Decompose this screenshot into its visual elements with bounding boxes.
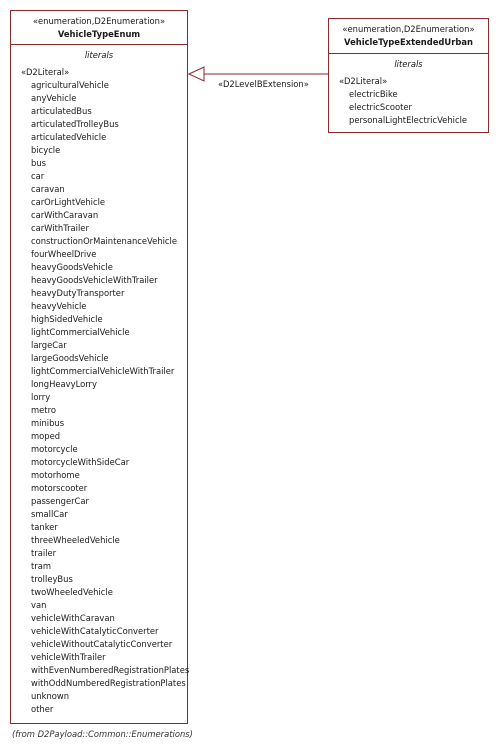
enum-literal: agriculturalVehicle (31, 80, 109, 90)
enum-literal: vehicleWithoutCatalyticConverter (31, 639, 173, 649)
enum-literal: threeWheeledVehicle (31, 535, 120, 545)
vehicle-type-enum-class[interactable] (10, 10, 188, 724)
enum-literal: heavyGoodsVehicle (31, 262, 113, 272)
enum-literal: car (31, 171, 45, 181)
enum-literal: fourWheelDrive (31, 249, 97, 259)
generalization-arrowhead (189, 67, 204, 81)
enum-literal: minibus (31, 418, 65, 428)
literals-section-title: literals (394, 59, 423, 69)
enum-literal: metro (31, 405, 56, 415)
class-stereotype: «enumeration,D2Enumeration» (342, 24, 475, 34)
class-stereotype: «enumeration,D2Enumeration» (32, 16, 166, 26)
enum-literal: motorhome (31, 470, 80, 480)
class-divider (329, 53, 488, 54)
enum-literal: trolleyBus (31, 574, 73, 584)
enum-literal: van (31, 600, 47, 610)
enum-literal: caravan (31, 184, 65, 194)
enum-literal: bus (31, 158, 46, 168)
enum-literal: articulatedTrolleyBus (31, 119, 119, 129)
enum-literal: heavyDutyTransporter (31, 288, 125, 298)
enum-literal: moped (31, 431, 61, 441)
enum-literal: constructionOrMaintenanceVehicle (31, 236, 178, 246)
enum-literal: personalLightElectricVehicle (349, 115, 468, 125)
literal-stereotype: «D2Literal» (21, 67, 70, 77)
enum-literal: electricScooter (349, 102, 412, 112)
enum-literal: motorcycle (31, 444, 78, 454)
enum-literal: vehicleWithCaravan (31, 613, 115, 623)
association-label: «D2LevelBExtension» (218, 79, 309, 89)
enum-literal: carWithTrailer (31, 223, 89, 233)
class-header (329, 19, 488, 53)
enum-literal: highSidedVehicle (31, 314, 103, 324)
enum-literal: electricBike (349, 89, 398, 99)
literal-group (329, 75, 488, 127)
enum-literal: tram (31, 561, 52, 571)
enum-literal: twoWheeledVehicle (31, 587, 113, 597)
enum-literal: bicycle (31, 145, 61, 155)
enum-literal: lightCommercialVehicleWithTrailer (31, 366, 175, 376)
enum-literal: motorscooter (31, 483, 88, 493)
enum-literal: withEvenNumberedRegistrationPlates (31, 665, 190, 675)
enum-literal: longHeavyLorry (31, 379, 97, 389)
enum-literal: lightCommercialVehicle (31, 327, 130, 337)
enum-literal: other (31, 704, 54, 714)
class-header (11, 11, 187, 44)
enum-literal: withOddNumberedRegistrationPlates (31, 678, 186, 688)
enum-literal: unknown (31, 691, 70, 701)
enum-literal: smallCar (31, 509, 68, 519)
enum-literal: heavyGoodsVehicleWithTrailer (31, 275, 158, 285)
enum-literal: articulatedBus (31, 106, 92, 116)
enum-literal: lorry (31, 392, 51, 402)
enum-literal: largeCar (31, 340, 67, 350)
literal-stereotype: «D2Literal» (339, 76, 388, 86)
literal-list (21, 79, 190, 716)
vehicle-type-extended-urban-class[interactable] (328, 18, 489, 133)
literal-list (339, 88, 488, 127)
enum-literal: vehicleWithCatalyticConverter (31, 626, 159, 636)
enum-literal: anyVehicle (31, 93, 77, 103)
enum-literal: passengerCar (31, 496, 89, 506)
enum-literal: trailer (31, 548, 57, 558)
literals-section-title: literals (84, 50, 114, 60)
enum-literal: articulatedVehicle (31, 132, 107, 142)
class-divider (11, 44, 187, 45)
enum-literal: motorcycleWithSideCar (31, 457, 130, 467)
class-name: VehicleTypeEnum (57, 29, 141, 39)
package-footnote: (from D2Payload::Common::Enumerations) (12, 729, 193, 739)
class-name: VehicleTypeExtendedUrban (344, 37, 473, 47)
enum-literal: carWithCaravan (31, 210, 99, 220)
enum-literal: largeGoodsVehicle (31, 353, 109, 363)
enum-literal: heavyVehicle (31, 301, 87, 311)
enum-literal: tanker (31, 522, 58, 532)
enum-literal: vehicleWithTrailer (31, 652, 106, 662)
enum-literal: carOrLightVehicle (31, 197, 106, 207)
literal-group (11, 66, 190, 716)
